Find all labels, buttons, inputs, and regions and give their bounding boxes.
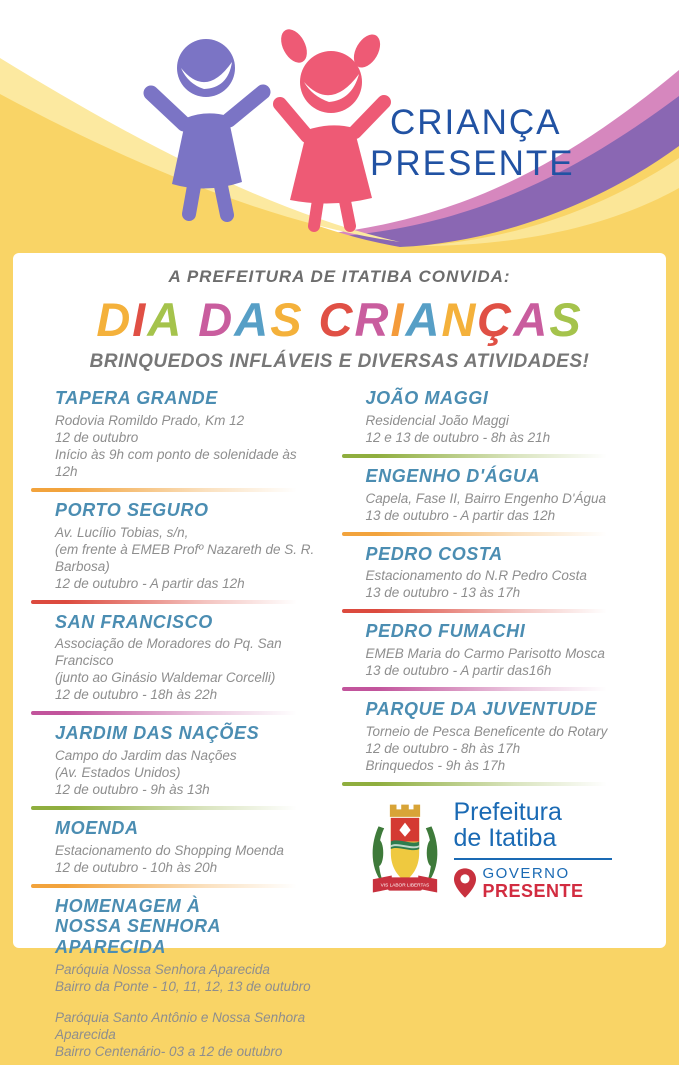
- event-detail: EMEB Maria do Carmo Parisotto Mosca: [365, 646, 605, 662]
- venue-name: ENGENHO D'ÁGUA: [365, 466, 541, 487]
- event-subtitle: BRINQUEDOS INFLÁVEIS E DIVERSAS ATIVIDADES!: [89, 351, 590, 373]
- title-letter: A: [513, 293, 550, 346]
- venue-name: PEDRO COSTA: [365, 543, 503, 564]
- event-detail: Bairro da Ponte - 10, 11, 12, 13 de outubro: [55, 978, 311, 994]
- section-divider: [342, 609, 631, 613]
- section-divider: [31, 806, 320, 810]
- event-detail: 13 de outubro - 13 às 17h: [365, 585, 521, 601]
- section-divider: [342, 532, 631, 536]
- event-detail: (junto ao Ginásio Waldemar Corcelli): [55, 670, 276, 686]
- left-column: [55, 388, 320, 1065]
- event-detail: Rodovia Romildo Prado, Km 12: [55, 413, 245, 429]
- content-card: [13, 253, 666, 1059]
- event-detail: (em frente à EMEB Profº Nazareth de S. R. Barbosa): [55, 541, 315, 574]
- brand-wordmark: [370, 102, 575, 185]
- event-detail: Associação de Moradores do Pq. San Francisco: [55, 636, 282, 669]
- venue-name: PEDRO FUMACHI: [365, 621, 526, 642]
- header-waves-and-children-illustration: [0, 0, 679, 253]
- title-letter: D: [198, 293, 235, 346]
- event-detail: 12 de outubro - 8h às 17h: [365, 740, 521, 756]
- presente-label: PRESENTE: [482, 880, 584, 901]
- event-section: [366, 544, 631, 614]
- org-name-line2: de Itatiba: [453, 823, 557, 852]
- title-letter: A: [234, 293, 271, 346]
- section-divider: [342, 454, 631, 458]
- event-section: [55, 896, 320, 1060]
- title-letter: S: [549, 293, 583, 346]
- invite-line: A PREFEITURA DE ITATIBA CONVIDA:: [168, 267, 511, 286]
- event-section: [366, 388, 631, 458]
- event-detail: Estacionamento do N.R Pedro Costa: [365, 568, 587, 584]
- event-detail: 12 e 13 de outubro - 8h às 21h: [365, 430, 551, 446]
- governo-label: GOVERNO: [482, 864, 570, 882]
- section-divider: [31, 600, 320, 604]
- org-divider-rule: [454, 858, 612, 860]
- event-section: [55, 388, 320, 492]
- event-detail: Brinquedos - 9h às 17h: [365, 757, 506, 773]
- title-letter: D: [96, 293, 133, 346]
- event-detail: Início às 9h com ponto de solenidade às 12h: [55, 447, 297, 480]
- right-column: [366, 388, 631, 901]
- event-section: [55, 723, 320, 810]
- event-section: [55, 612, 320, 716]
- title-letter: A: [405, 293, 442, 346]
- event-detail: Paróquia Nossa Senhora Aparecida: [55, 961, 270, 977]
- title-letter: N: [441, 293, 478, 346]
- event-detail: Residencial João Maggi: [365, 413, 509, 429]
- event-detail: 12 de outubro - A partir das 12h: [55, 575, 245, 591]
- event-detail: Torneio de Pesca Beneficente do Rotary: [365, 723, 608, 739]
- section-divider: [31, 488, 320, 492]
- event-section: [366, 466, 631, 536]
- venue-name: HOMENAGEM À NOSSA SENHORA APARECIDA: [55, 895, 221, 958]
- brand-line1: CRIANÇA: [390, 103, 562, 142]
- crest-motto: VIS LABOR LIBERTAS: [380, 883, 429, 889]
- title-letter: I: [390, 293, 406, 346]
- venue-name: MOENDA: [55, 818, 139, 839]
- org-name-line1: Prefeitura: [453, 797, 562, 826]
- event-detail: Campo do Jardim das Nações: [55, 748, 237, 764]
- title-letter: R: [354, 293, 391, 346]
- event-title: [13, 295, 666, 344]
- event-detail: (Av. Estados Unidos): [55, 765, 181, 781]
- venue-name: JARDIM DAS NAÇÕES: [55, 723, 260, 744]
- event-detail: Paróquia Santo Antônio e Nossa Senhora Aparecida: [55, 1009, 306, 1042]
- event-section: [366, 621, 631, 691]
- event-detail: 12 de outubro - 9h às 13h: [55, 782, 210, 798]
- event-detail: 13 de outubro - A partir das16h: [365, 663, 552, 679]
- venue-name: TAPERA GRANDE: [55, 388, 218, 409]
- title-letter: A: [147, 293, 184, 346]
- event-detail: 12 de outubro: [55, 430, 139, 446]
- event-detail: Av. Lucílio Tobias, s/n,: [55, 524, 189, 540]
- poster-header: [0, 0, 679, 253]
- event-section: [55, 818, 320, 888]
- event-detail: Bairro Centenário- 03 a 12 de outubro: [55, 1043, 283, 1059]
- title-letter: S: [270, 293, 304, 346]
- city-hall-logo: [366, 798, 631, 902]
- brand-line2: PRESENTE: [370, 144, 575, 184]
- title-letter: Ç: [477, 293, 514, 346]
- event-section: [366, 699, 631, 786]
- section-divider: [342, 687, 631, 691]
- venue-name: PORTO SEGURO: [55, 500, 209, 521]
- venue-name: PARQUE DA JUVENTUDE: [365, 699, 597, 720]
- venue-name: SAN FRANCISCO: [55, 611, 213, 632]
- event-detail: 12 de outubro - 10h às 20h: [55, 859, 218, 875]
- event-detail: 12 de outubro - 18h às 22h: [55, 687, 218, 703]
- event-detail: Capela, Fase II, Bairro Engenho D'Água: [365, 490, 606, 506]
- section-divider: [31, 884, 320, 888]
- itatiba-coat-of-arms: [366, 798, 444, 902]
- title-letter: C: [318, 293, 355, 346]
- event-columns: [13, 373, 666, 1065]
- event-detail: 13 de outubro - A partir das 12h: [365, 507, 556, 523]
- event-section: [55, 500, 320, 604]
- title-letter: I: [132, 293, 148, 346]
- venue-name: JOÃO MAGGI: [365, 388, 489, 409]
- section-divider: [31, 711, 320, 715]
- location-pin-icon: [454, 868, 476, 898]
- event-detail: Estacionamento do Shopping Moenda: [55, 842, 284, 858]
- section-divider: [342, 782, 631, 786]
